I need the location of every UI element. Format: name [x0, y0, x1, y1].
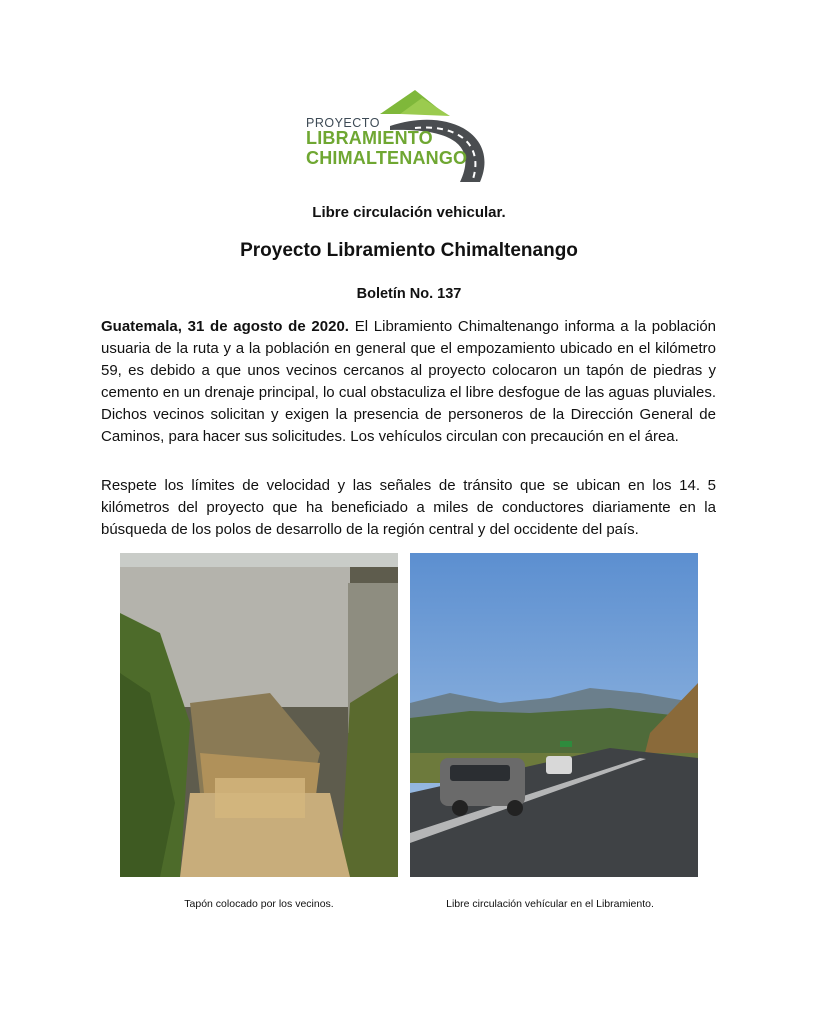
logo-text-line3: CHIMALTENANGO	[306, 148, 468, 168]
caption-right: Libre circulación vehícular en el Libramiento.	[446, 898, 654, 910]
photo-drain-blockage	[120, 553, 398, 877]
document-title: Proyecto Libramiento Chimaltenango	[240, 240, 578, 261]
document-subtitle: Libre circulación vehicular.	[312, 204, 506, 221]
paragraph-1-text: El Libramiento Chimaltenango informa a la población usuaria de la ruta y a la población en general que el empozamiento ubicado en el kilómetro 59, es debido a que unos vecinos cercanos al proyecto colocaron un tapón de piedras y cemento en un drenaje principal, lo cual obstaculiza el libre desfogue de las aguas pluviales. Dichos vecinos solicitan y exigen la presencia de personeros de la Dirección General de Caminos, para hacer sus solicitudes. Los vehículos circulan con precaución en el área.	[101, 318, 716, 445]
caption-left: Tapón colocado por los vecinos.	[184, 898, 334, 910]
photo-road-traffic	[410, 553, 698, 877]
logo-text-line1: PROYECTO	[306, 116, 380, 130]
paragraph-1	[101, 316, 716, 448]
logo-text-line2: LIBRAMIENTO	[306, 128, 433, 148]
paragraph-1-lead: Guatemala, 31 de agosto de 2020.	[101, 318, 349, 335]
paragraph-2: Respete los límites de velocidad y las señales de tránsito que se ubican en los 14. 5 kilómetros del proyecto que ha beneficiado a miles de conductores diariamente en la búsqueda de los polos de desarrollo de la región central y del occidente del país.	[101, 477, 716, 538]
project-logo	[300, 86, 510, 186]
bulletin-number: Boletín No. 137	[356, 286, 462, 302]
